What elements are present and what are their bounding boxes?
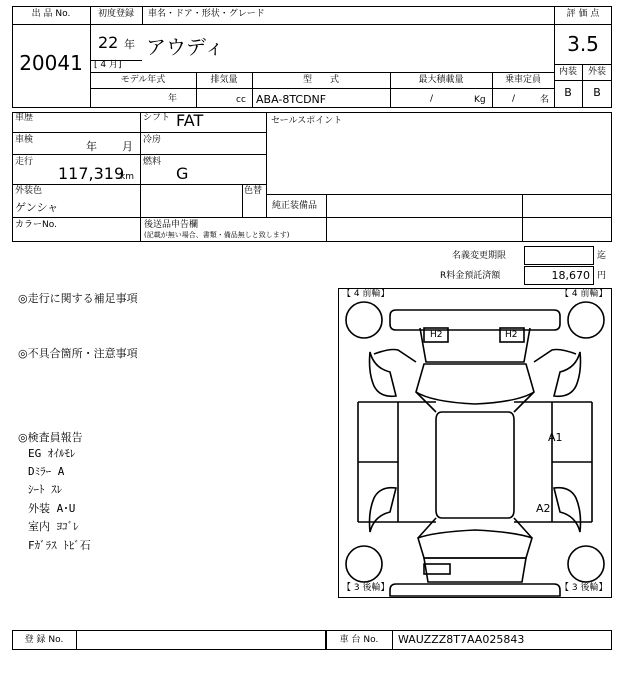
wheel-rear-left: [346, 546, 382, 582]
fuel: G: [176, 164, 189, 183]
left-side-upper: [374, 350, 416, 363]
displacement-unit: cc: [236, 95, 246, 105]
inspection-year: 年: [86, 140, 97, 153]
tire-rear-right-label: 【 3 後輪】: [560, 583, 608, 593]
mileage-label: 走行: [15, 157, 34, 167]
wheel-front-left: [346, 302, 382, 338]
max-load-label: 最大積載量: [418, 75, 464, 85]
windshield: [416, 364, 534, 404]
score: 3.5: [567, 32, 599, 56]
name-label: 車名・ドア・形状・グレード: [148, 9, 265, 19]
wheel-rear-right: [568, 546, 604, 582]
first-reg-month: [ 4 月]: [94, 60, 122, 70]
vin: WAUZZZ8T7AA025843: [398, 633, 525, 646]
tire-rear-left-label: 【 3 後輪】: [342, 583, 390, 593]
vin-label: 車 台 No.: [339, 635, 379, 645]
inspection-month: 月: [122, 140, 133, 153]
inspector-line: 外装 A･U: [28, 502, 76, 515]
name-change-unit: 迄: [597, 251, 607, 261]
recycle-label: R料金預託済額: [440, 271, 501, 281]
car-outline-diagram: [338, 288, 612, 598]
interior-label: 内装: [558, 67, 577, 77]
exterior-label: 外装: [587, 67, 606, 77]
name-change-box: [524, 246, 594, 265]
ext-color: ゲンシャ: [15, 201, 59, 214]
tire-front-left-label: 【 4 前輪】: [342, 289, 390, 299]
ext-color-label: 外装色: [15, 186, 43, 196]
capacity-unit: 名: [540, 95, 550, 105]
aftermarket-note: (記載が無い場合、書類・備品無しと致します): [144, 231, 290, 239]
front-bumper: [390, 310, 560, 330]
inspector-heading: ◎検査員報告: [18, 431, 83, 444]
rear-bumper: [390, 584, 560, 596]
recycle-amount: 18,670: [551, 269, 590, 282]
right-side-upper: [534, 350, 576, 363]
recycle-unit: 円: [597, 271, 607, 281]
mark-h2-left: H2: [430, 330, 443, 340]
driving-heading: ◎走行に関する補足事項: [18, 292, 138, 305]
car-name: アウディ: [146, 35, 225, 59]
inspection-label: 車検: [15, 135, 34, 145]
exterior-grade: B: [593, 86, 601, 99]
wheel-front-right: [568, 302, 604, 338]
shift-value: FAT: [176, 111, 204, 130]
inspector-line: EG ｵｲﾙﾓﾚ: [28, 447, 76, 460]
sales-point-label: セールスポイント: [271, 116, 343, 126]
displacement-label: 排気量: [210, 75, 238, 85]
model-code-label: 型 式: [302, 75, 339, 85]
model-year-unit: 年: [168, 94, 178, 104]
ac-label: 冷房: [143, 135, 162, 145]
capacity: /: [512, 94, 516, 104]
interior-grade: B: [564, 86, 572, 99]
model-year-label: モデル年式: [120, 75, 166, 85]
defects-heading: ◎不具合箇所・注意事項: [18, 347, 138, 360]
rear-window: [418, 530, 532, 558]
name-change-label: 名義変更期限: [452, 251, 507, 261]
mark-a2: A2: [536, 502, 551, 515]
max-load-unit: Kg: [474, 95, 486, 105]
model-code: ABA-8TCDNF: [256, 93, 327, 106]
inspector-line: 室内 ﾖｺﾞﾚ: [28, 520, 79, 533]
score-label: 評 価 点: [566, 9, 600, 19]
registration-no-label: 登 録 No.: [24, 635, 64, 645]
front-left-fender-side: [370, 352, 397, 396]
front-right-fender-side: [554, 352, 581, 396]
inspector-line: ｼｰﾄ ｽﾚ: [28, 483, 63, 496]
roof: [436, 412, 514, 518]
inspector-line: Fｶﾞﾗｽ ﾄﾋﾞ石: [28, 539, 91, 552]
trunk: [424, 558, 526, 582]
fuel-label: 燃料: [143, 157, 162, 167]
genuine-equipment-label: 純正装備品: [272, 201, 318, 211]
tire-front-right-label: 【 4 前輪】: [560, 289, 608, 299]
inspector-line: Dﾐﾗｰ A: [28, 465, 65, 478]
mileage-unit: km: [120, 172, 134, 182]
aftermarket-label: 後送品申告欄: [144, 220, 199, 230]
max-load: /: [430, 94, 434, 104]
history-label: 車歴: [15, 113, 34, 123]
first-reg-year: 22: [98, 33, 119, 52]
first-reg-label: 初度登録: [97, 9, 134, 19]
rear-right-fender-side: [554, 488, 581, 532]
color-no-label: カラーNo.: [15, 220, 57, 230]
lot-no-label: 出 品 No.: [31, 9, 71, 19]
rear-plate: [424, 564, 450, 574]
capacity-label: 乗車定員: [504, 75, 541, 85]
mark-a1: A1: [548, 431, 563, 444]
mileage: 117,319: [58, 164, 125, 183]
color-change-label: 色替: [244, 186, 263, 196]
mark-h2-right: H2: [505, 330, 518, 340]
shift-label: シフト: [143, 113, 171, 123]
year-unit: 年: [124, 38, 135, 51]
lot-no: 20041: [19, 51, 83, 75]
rear-left-fender-side: [370, 488, 397, 532]
